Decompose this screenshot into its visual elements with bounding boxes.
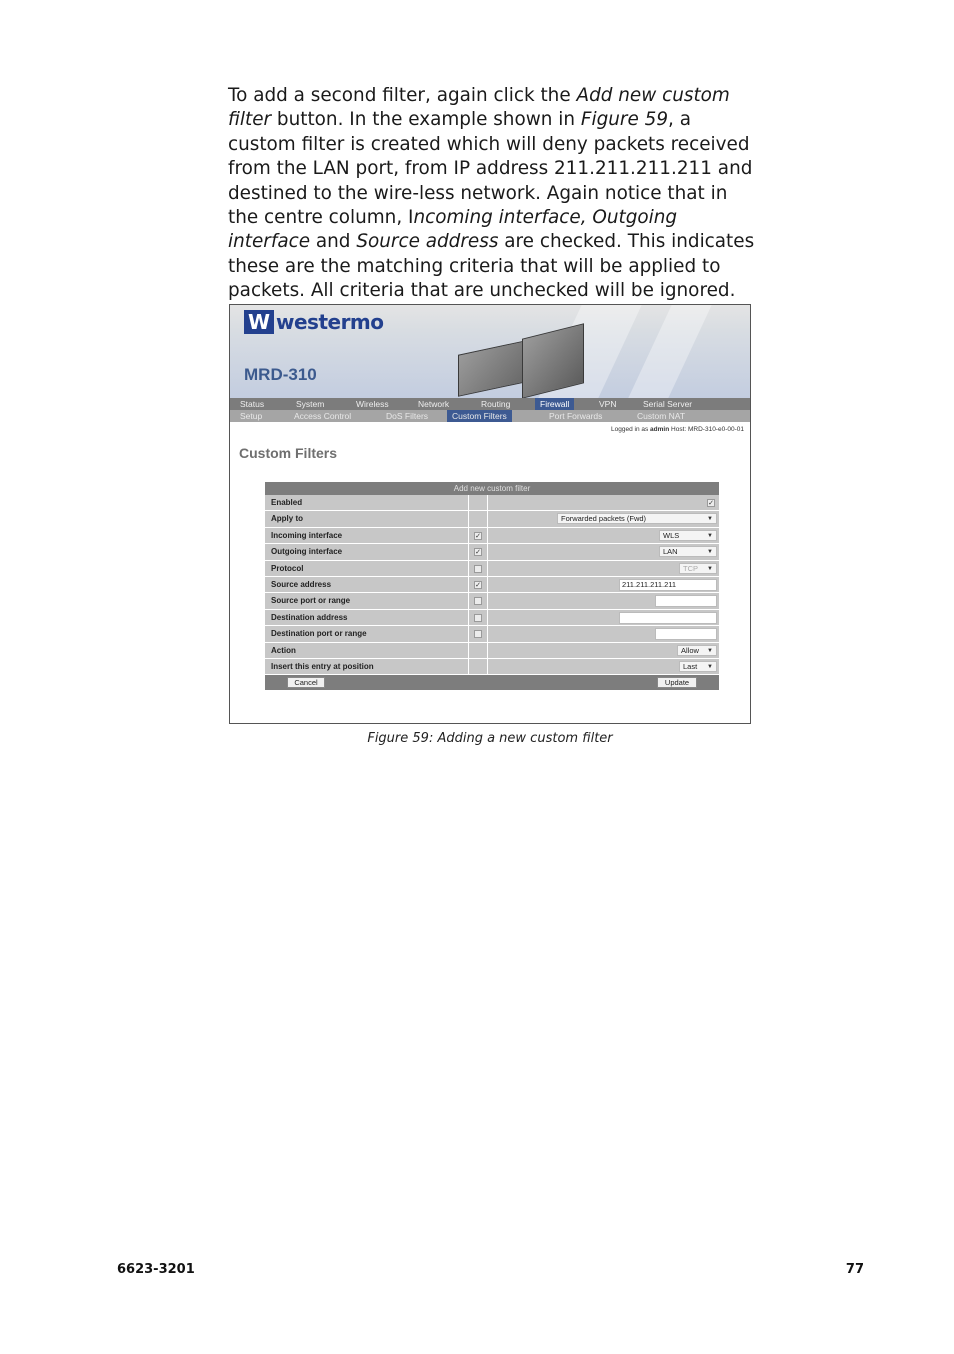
- row-label: Destination address: [265, 610, 468, 625]
- primary-nav: [230, 398, 750, 410]
- italic-ref: Source address: [356, 231, 499, 253]
- nav-serial-server[interactable]: Serial Server: [643, 399, 693, 409]
- login-host: Host: MRD-310-e0-00-01: [671, 426, 744, 433]
- table-row: [265, 577, 719, 593]
- table-row: [265, 561, 719, 577]
- text-segment: and: [310, 231, 357, 253]
- source-port-input[interactable]: [655, 595, 717, 607]
- outgoing-interface-select[interactable]: LAN ▼: [659, 546, 717, 557]
- nav-system[interactable]: System: [296, 399, 325, 409]
- logo-wordmark: westermo: [276, 310, 384, 334]
- login-user: admin: [650, 426, 670, 433]
- row-label: Incoming interface: [265, 528, 468, 543]
- row-label: Source address: [265, 577, 468, 592]
- subnav-custom-filters[interactable]: Custom Filters: [447, 410, 512, 422]
- nav-network[interactable]: Network: [418, 399, 450, 409]
- row-label: Action: [265, 643, 468, 658]
- destination-port-checkbox[interactable]: [474, 630, 482, 638]
- figure-caption: Figure 59: Adding a new custom filter: [367, 731, 613, 746]
- table-row: [265, 544, 719, 560]
- incoming-interface-checkbox[interactable]: ✓: [475, 531, 481, 540]
- logo-mark: W: [244, 310, 274, 334]
- table-row: [265, 659, 719, 675]
- text-segment: are checked. This indicates these are the matching criteria that will be applied to packets. All criteria that are unchecked will be ignored.: [228, 231, 755, 302]
- nav-status[interactable]: Status: [240, 399, 265, 409]
- protocol-checkbox[interactable]: [474, 565, 482, 573]
- table-row: [265, 626, 719, 642]
- outgoing-interface-checkbox[interactable]: ✓: [475, 548, 481, 557]
- italic-ref: Figure 59: [580, 109, 669, 131]
- subnav-port-forwards[interactable]: Port Forwards: [549, 411, 603, 421]
- form-footer: [265, 675, 719, 690]
- italic-ref: ncoming interface, Outgoing interface: [228, 207, 678, 253]
- nav-firewall[interactable]: Firewall: [535, 398, 574, 410]
- table-row: [265, 495, 719, 511]
- row-label: Source port or range: [265, 593, 468, 608]
- cancel-button[interactable]: Cancel: [287, 677, 325, 688]
- page-number: 77: [845, 1262, 864, 1277]
- position-select[interactable]: Last ▼: [679, 661, 717, 672]
- row-label: Insert this entry at position: [265, 659, 468, 674]
- subnav-custom-nat[interactable]: Custom NAT: [637, 411, 686, 421]
- source-address-checkbox[interactable]: ✓: [475, 580, 481, 589]
- destination-address-checkbox[interactable]: [474, 614, 482, 622]
- table-row: [265, 528, 719, 544]
- row-label: Enabled: [265, 495, 468, 510]
- chevron-down-icon: ▼: [707, 532, 713, 539]
- apply-to-select[interactable]: Forwarded packets (Fwd) ▼: [557, 513, 717, 524]
- table-row: [265, 593, 719, 609]
- destination-port-input[interactable]: [655, 628, 717, 640]
- chevron-down-icon: ▼: [707, 663, 713, 670]
- table-row: [265, 511, 719, 527]
- model-name: MRD-310: [244, 365, 317, 384]
- nav-wireless[interactable]: Wireless: [356, 399, 389, 409]
- enabled-checkbox[interactable]: ✓: [708, 499, 714, 507]
- table-row: [265, 643, 719, 659]
- source-address-input[interactable]: 211.211.211.211: [619, 579, 717, 591]
- chevron-down-icon: ▼: [707, 565, 713, 572]
- chevron-down-icon: ▼: [707, 516, 713, 523]
- subnav-access-control[interactable]: Access Control: [294, 411, 352, 421]
- row-label: Protocol: [265, 561, 468, 576]
- form-header: Add new custom filter: [265, 482, 719, 495]
- update-button[interactable]: Update: [657, 677, 697, 688]
- secondary-nav: [230, 410, 750, 422]
- text-segment: , a custom filter is created which will deny packets received from the LAN port, from IP address 211.211.211.211 and destined to the wire-less network. Again notice that in the centre column, I: [228, 109, 753, 229]
- chevron-down-icon: ▼: [707, 549, 713, 556]
- westermo-logo: [244, 309, 384, 335]
- chevron-down-icon: ▼: [707, 647, 713, 654]
- italic-ref: Add new custom filter: [228, 85, 730, 131]
- row-label: Apply to: [265, 511, 468, 526]
- subnav-dos-filters[interactable]: DoS Filters: [386, 411, 429, 421]
- login-status: Logged in as admin Host: MRD-310-e0-00-01: [611, 426, 744, 433]
- destination-address-input[interactable]: [619, 612, 717, 624]
- document-number: 6623-3201: [117, 1262, 195, 1277]
- figure-screenshot: [229, 304, 751, 724]
- subnav-setup[interactable]: Setup: [240, 411, 263, 421]
- table-row: [265, 610, 719, 626]
- nav-routing[interactable]: Routing: [481, 399, 511, 409]
- incoming-interface-select[interactable]: WLS ▼: [659, 530, 717, 541]
- banner: [230, 305, 750, 398]
- body-paragraph: [228, 84, 756, 304]
- action-select[interactable]: Allow ▼: [677, 645, 717, 656]
- nav-vpn[interactable]: VPN: [599, 399, 617, 409]
- text-segment: button. In the example shown in: [271, 109, 581, 131]
- row-label: Outgoing interface: [265, 544, 468, 559]
- custom-filter-form: [265, 482, 719, 690]
- source-port-checkbox[interactable]: [474, 597, 482, 605]
- protocol-select[interactable]: TCP ▼: [679, 563, 717, 574]
- row-label: Destination port or range: [265, 626, 468, 641]
- page-title: Custom Filters: [239, 445, 338, 461]
- text-segment: To add a second filter, again click the: [228, 85, 577, 106]
